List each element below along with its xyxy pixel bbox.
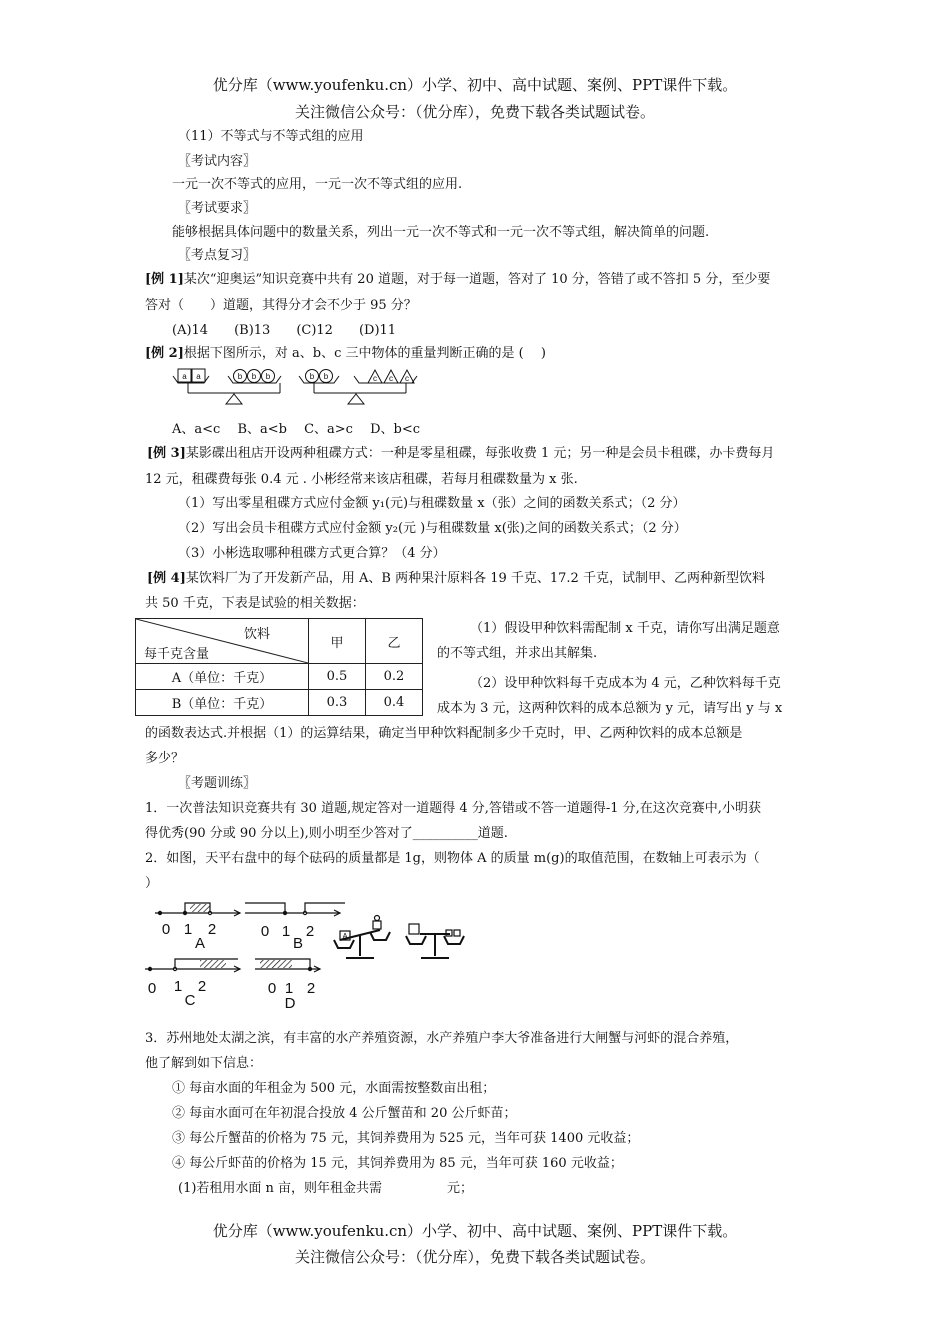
problem-2-balance-scales (334, 916, 464, 959)
problem-3-line-1: 3．苏州地处太湖之滨，有丰富的水产养殖资源，水产养殖户李大爷准备进行大闸蟹与河虾的混合养殖， (145, 1031, 739, 1046)
example-1-text-2: 答对（ ）道题，其得分才会不少于 95 分？ (145, 298, 417, 313)
problem-3-info-2: ② 每亩水面可在年初混合投放 4 公斤蟹苗和 20 公斤虾苗； (172, 1106, 517, 1121)
problem-3-q1: (1)若租用水面 n 亩，则年租金共需 元； (178, 1181, 474, 1196)
table-row-label: B（单位：千克） (136, 690, 309, 716)
axis-label-d-2: 2 (306, 980, 316, 997)
table-header-jia: 甲 (309, 619, 366, 664)
weight-b-2: b (251, 372, 257, 381)
weight-c-2: c (389, 374, 393, 383)
problem-3-info-3: ③ 每公斤蟹苗的价格为 75 元，其饲养费用为 525 元，当年可获 1400 元收益； (172, 1131, 640, 1146)
number-line-options-figure (140, 896, 470, 1014)
table-cell: 0.4 (366, 690, 423, 716)
weight-b-4: b (309, 372, 315, 381)
table-corner-bottom: 每千克含量 (144, 647, 210, 662)
example-3-line-1 (147, 441, 817, 467)
example-4-q1-a: （1）假设甲种饮料需配制 x 千克，请你写出满足题意 (470, 621, 780, 636)
example-4-q2-a: （2）设甲种饮料每千克成本为 4 元，乙种饮料每千克 (470, 676, 781, 691)
example-2-label: [例 2] (145, 346, 184, 361)
table-row-label: A（单位：千克） (136, 664, 309, 690)
example-3-text-1: 某影碟出租店开设两种租碟方式：一种是零星租碟，每张收费 1 元；另一种是会员卡租碟，办卡费每月 (185, 446, 775, 461)
example-1-options: (A)14 (B)13 (C)12 (D)11 (172, 323, 397, 338)
table-cell: 0.2 (366, 664, 423, 690)
ingredient-table (135, 618, 423, 716)
example-2-text: 根据下图所示，对 a、b、c 三中物体的重量判断正确的是 ( ) (183, 346, 546, 361)
table-corner-top: 饮料 (244, 627, 271, 642)
example-1-line-1 (145, 267, 815, 293)
weight-a-1: a (182, 372, 187, 381)
axis-label-d-1: 1 (284, 980, 294, 997)
option-c-letter: C (184, 992, 196, 1009)
example-4-q2-b: 成本为 3 元，这两种饮料的成本总额为 y 元，请写出 y 与 x (437, 701, 783, 716)
table-cell: 0.3 (309, 690, 366, 716)
axis-label-c-2: 2 (197, 978, 207, 995)
axis-label-d-0: 0 (267, 980, 277, 997)
header-line-1: 优分库（www.youfenku.cn）小学、初中、高中试题、案例、PPT课件下载。 (212, 76, 738, 94)
review-heading: 〖考点复习〗 (178, 248, 257, 263)
example-1-text-1: 某次“迎奥运”知识竞赛中共有 20 道题，对于每一道题，答对了 10 分，答错了或不答扣 5 分，至少要 (183, 272, 771, 287)
footer-line-1: 优分库（www.youfenku.cn）小学、初中、高中试题、案例、PPT课件下载。 (212, 1222, 738, 1240)
example-4-q2-c: 的函数表达式.并根据（1）的运算结果，确定当甲种饮料配制多少千克时，甲、乙两种饮料的成本总额是 (145, 726, 743, 741)
balance-scales-figure (168, 364, 423, 410)
table-header-yi: 乙 (366, 619, 423, 664)
scale-object-label: A (342, 932, 348, 941)
example-3-q2: （2）写出会员卡租碟方式应付金额 y₂(元 )与租碟数量 x(张)之间的函数关系式；（2 分） (178, 521, 687, 536)
option-b-letter: B (292, 935, 304, 952)
axis-label-a-0: 0 (161, 921, 171, 938)
problem-3-info-4: ④ 每公斤虾苗的价格为 15 元，其饲养费用为 85 元，当年可获 160 元收益； (172, 1156, 623, 1171)
weight-b-1: b (237, 372, 243, 381)
table-cell: 0.5 (309, 664, 366, 690)
content-text: 一元一次不等式的应用，一元一次不等式组的应用. (172, 177, 463, 192)
requirement-heading: 〖考试要求〗 (178, 201, 257, 216)
axis-label-b-2: 2 (305, 923, 315, 940)
example-4-q1-b: 的不等式组，并求出其解集. (437, 646, 598, 661)
problem-3-line-2: 他了解到如下信息： (145, 1056, 263, 1071)
example-4-text-2: 共 50 千克，下表是试验的相关数据： (145, 596, 365, 611)
balance-scale-2 (299, 370, 417, 405)
example-4-line-1 (147, 566, 817, 592)
example-3-label: [例 3] (147, 446, 186, 461)
option-d-letter: D (284, 995, 296, 1012)
example-4-text-1: 某饮料厂为了开发新产品，用 A、B 两种果汁原料各 19 千克、17.2 千克，试制甲、乙两种新型饮料 (185, 571, 765, 586)
table-row (136, 664, 423, 690)
axis-label-b-0: 0 (260, 923, 270, 940)
table-row (136, 690, 423, 716)
axis-label-b-1: 1 (281, 923, 291, 940)
example-3-q1: （1）写出零星租碟方式应付金额 y₁(元)与租碟数量 x（张）之间的函数关系式；（2 分） (178, 496, 686, 511)
example-1-label: [例 1] (145, 272, 184, 287)
number-line-option-d (255, 959, 320, 972)
problem-2-line-2: ） (145, 876, 159, 891)
number-line-option-c (145, 959, 240, 972)
example-2-options: A、a<c B、a<b C、a>c D、b<c (172, 422, 421, 437)
weight-c-3: c (405, 374, 409, 383)
problem-3-info-1: ① 每亩水面的年租金为 500 元，水面需按整数亩出租； (172, 1081, 496, 1096)
example-4-label: [例 4] (147, 571, 186, 586)
weight-a-2: a (196, 372, 201, 381)
example-3-q3: （3）小彬选取哪种租碟方式更合算？（4 分） (178, 546, 446, 561)
problem-2-line-1: 2．如图，天平右盘中的每个砝码的质量都是 1g，则物体 A 的质量 m(g)的取值范围，在数轴上可表示为（ (145, 851, 760, 866)
example-4-q2-d: 多少？ (145, 751, 185, 766)
axis-label-c-0: 0 (147, 980, 157, 997)
weight-b-3: b (265, 372, 271, 381)
example-3-text-2: 12 元，租碟费每张 0.4 元 . 小彬经常来该店租碟，若每月租碟数量为 x 张. (145, 472, 578, 487)
axis-label-a-1: 1 (183, 921, 193, 938)
axis-label-a-2: 2 (207, 921, 217, 938)
number-line-option-b (245, 903, 345, 916)
axis-label-c-1: 1 (173, 978, 183, 995)
weight-c-1: c (373, 374, 377, 383)
weight-b-5: b (323, 372, 329, 381)
content-heading: 〖考试内容〗 (178, 154, 257, 169)
header-line-2: 关注微信公众号：（优分库），免费下载各类试题试卷。 (294, 103, 655, 121)
table-corner-cell (136, 619, 309, 664)
option-a-letter: A (194, 935, 206, 952)
problem-1-line-1: 1．一次普法知识竞赛共有 30 道题,规定答对一道题得 4 分,答错或不答一道题得-1 分,在这次竞赛中,小明获 (145, 801, 761, 816)
number-line-option-a (155, 903, 240, 916)
section-title: （11）不等式与不等式组的应用 (178, 129, 364, 144)
requirement-text: 能够根据具体问题中的数量关系，列出一元一次不等式和一元一次不等式组，解决简单的问题. (172, 225, 710, 240)
training-heading: 〖考题训练〗 (178, 776, 257, 791)
problem-1-line-2: 得优秀(90 分或 90 分以上),则小明至少答对了__________道题. (145, 826, 508, 841)
footer-line-2: 关注微信公众号：（优分库），免费下载各类试题试卷。 (294, 1248, 655, 1266)
